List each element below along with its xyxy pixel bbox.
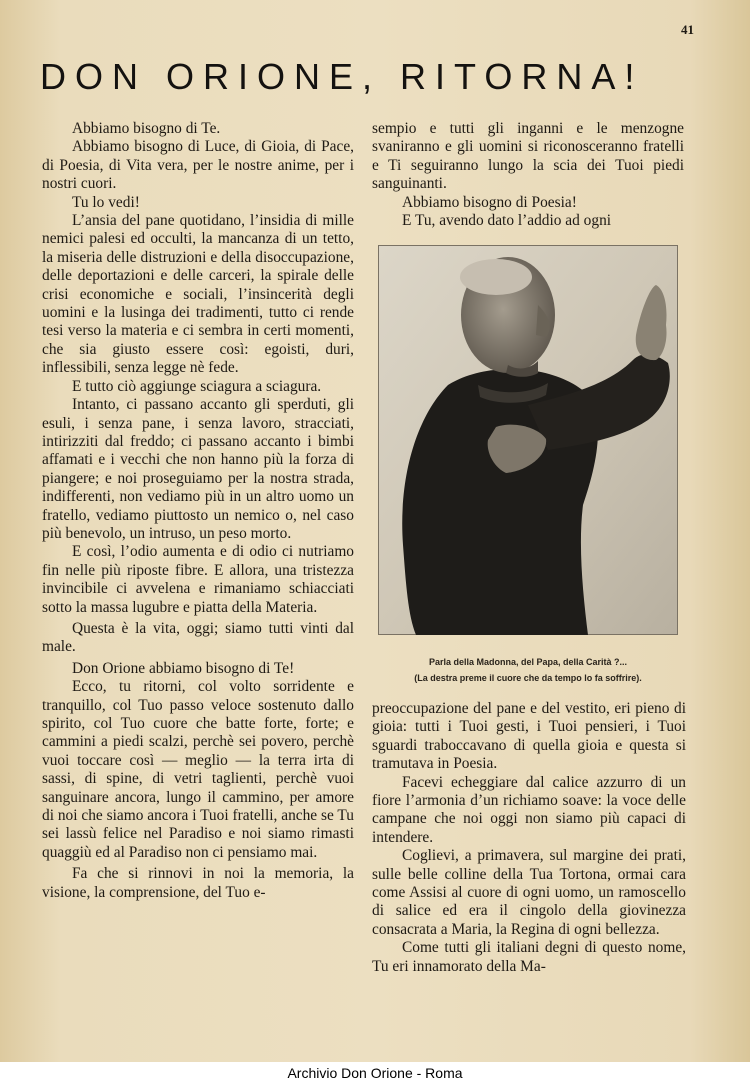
page-number: 41 <box>681 22 694 37</box>
right-column-top <box>372 120 684 230</box>
paragraph: Fa che si rinnovi in noi la memoria, la visione, la comprensione, del Tuo e- <box>42 865 354 901</box>
article-title: DON ORIONE, RITORNA! <box>40 56 644 97</box>
caption-line-2: (La destra preme il cuore che da tempo lo fa soffrire). <box>414 673 642 683</box>
paragraph: Tu lo vedi! <box>72 193 140 211</box>
paragraph: Facevi echeggiare dal calice azzurro di un fiore l’armonia d’un richiamo soave: la voce delle campane che noi oggi non siamo più capaci di intendere. <box>372 773 686 846</box>
paragraph: Intanto, ci passano accanto gli sperduti, gli esuli, i senza pane, i senza lavoro, stracciati, intirizziti dal freddo; ci passano accanto i bimbi affamati e i vecchi che non hanno più la forza di piangere; e noi proseguiamo per la nostra strada, indifferenti, non vediamo più in un altro uomo un fratello, vediamo piuttosto un nemico o, nel caso più benevolo, un intruso, un peso morto. <box>42 396 354 542</box>
paragraph: E Tu, avendo dato l’addio ad ogni <box>402 212 612 230</box>
paragraph: E così, l’odio aumenta e di odio ci nutriamo fin nelle più riposte fibre. E allora, una tristezza invincibile ci avvelena e rimaniamo schiacciati sotto la massa lugubre e piatta della Materia. <box>42 543 354 616</box>
photo-don-orione <box>378 245 678 635</box>
left-column <box>42 120 354 902</box>
paragraph: sempio e tutti gli inganni e le menzogne svaniranno e gli uomini si riconosceranno fratelli e Ti seguiranno lungo la scia dei Tuoi piedi sanguinanti. <box>372 120 684 193</box>
paragraph: Come tutti gli italiani degni di questo nome, Tu eri innamorato della Ma- <box>372 939 686 975</box>
paragraph: Don Orione abbiamo bisogno di Te! <box>72 659 295 677</box>
paragraph: L’ansia del pane quotidano, l’insidia di mille nemici palesi ed occulti, la mancanza di un tetto, la miseria delle distruzioni e della disoccupazione, delle deportazioni e delle carceri, la spirale delle crisi economiche e sociali, l’insincerità degli uomini e la lusinga dei tradimenti, tutto ci rende tesi verso la materia e ci sembra in certi momenti, che sia giusto essere così: egoisti, duri, inflessibili, senza legge nè fede. <box>42 212 354 377</box>
caption-line-1: Parla della Madonna, del Papa, della Carità ?... <box>428 657 628 667</box>
paragraph: E tutto ciò aggiunge sciagura a sciagura. <box>72 377 322 395</box>
paragraph: Abbiamo bisogno di Te. <box>72 120 221 137</box>
paragraph: Coglievi, a primavera, sul margine dei prati, sulle belle colline della Tua Tortona, ormai cara come Assisi al cuore di ogni uomo, un ramoscello di salice ed era il cingolo della giovinezza consacrata a Maria, la Regina di ogni bellezza. <box>372 847 686 938</box>
paragraph: Abbiamo bisogno di Poesia! <box>402 193 577 211</box>
right-column-bottom <box>372 700 686 976</box>
paragraph: Questa è la vita, oggi; siamo tutti vinti dal male. <box>42 619 354 656</box>
paragraph: preoccupazione del pane e del vestito, eri pieno di gioia: tutti i Tuoi gesti, i Tuoi pensieri, i Tuoi sguardi traboccavano di quella gioia e questa si tramutava in Poesia. <box>372 700 686 773</box>
paragraph: Abbiamo bisogno di Luce, di Gioia, di Pace, di Poesia, di Vita vera, per le nostre anime, per i nostri cuori. <box>42 138 354 193</box>
photo-caption <box>372 654 684 686</box>
paragraph: Ecco, tu ritorni, col volto sorridente e tranquillo, col Tuo passo veloce sostenuto dallo spirito, col Tuo cuore che batte forte, forte; e cammini a piedi scalzi, perchè sei povero, perchè vuoi toccare così — meglio — la terra irta di sassi, di spine, di vetri taglienti, perchè vuoi sanguinare ancora, lungo il cammino, per amore di noi che siamo ancora i Tuoi fratelli, anche se Tu sei lassù felice nel Paradiso e noi siamo rimasti quaggiù ed al Paradiso non ci pensiamo mai. <box>42 678 354 861</box>
archive-footer: Archivio Don Orione - Roma <box>0 1062 750 1084</box>
